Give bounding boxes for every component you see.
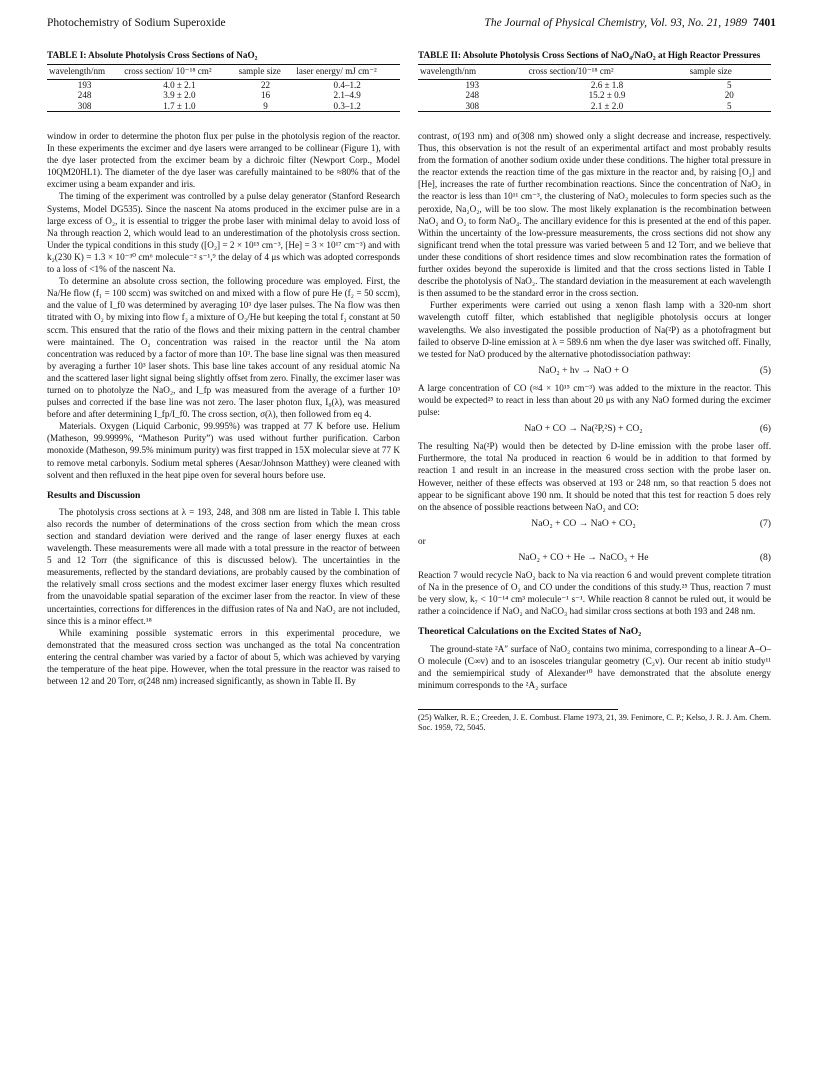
table-cell: 0.3–1.2 xyxy=(294,101,400,112)
table-cell: 15.2 ± 0.9 xyxy=(588,90,626,100)
table-cell: 5 xyxy=(727,79,732,90)
table-cell: 22 xyxy=(260,79,271,90)
equation-6 xyxy=(418,423,771,435)
equation-text: NaO + CO → Na(²P,²S) + CO₂ xyxy=(524,423,643,435)
table2-header: cross section/10⁻¹⁸ cm² xyxy=(527,65,688,80)
equation-text: NaO₂ + hν → NaO + O xyxy=(538,364,629,376)
table1-header: cross section/ 10⁻¹⁸ cm² xyxy=(122,65,236,80)
footnote-text: (25) Walker, R. E.; Creeden, J. E. Combust. Flame 1973, 21, 39. Fenimore, C. P.; Kelso, J. R. J. Am. Chem. Soc. 1959, 72, 5045. xyxy=(418,712,771,732)
table1-caption: TABLE I: Absolute Photolysis Cross Sections of NaO₂ xyxy=(47,50,258,60)
table-cell: 4.0 ± 2.1 xyxy=(163,79,196,90)
table-cell: 20 xyxy=(724,90,734,100)
section-heading: Theoretical Calculations on the Excited States of NaO₂ xyxy=(418,626,642,638)
table1 xyxy=(47,64,400,112)
paragraph: Materials. Oxygen (Liquid Carbonic, 99.995%) was trapped at 77 K before use. Helium (Matheson, 99.9999%, “Matheson Purity”) was used without further purification. Carbon monoxide (Matheson, 99.5% minimum purity) was first trapped in 15X molecular sieve at 77 K to remove metal carbonyls. Sodium metal spheres (Aesar/Johnson Matthey) were cleaned with solvent and then refluxed in the heat pipe oven for several hours before use. xyxy=(47,421,400,480)
table-cell: 2.6 ± 1.8 xyxy=(590,79,624,90)
table-cell: 1.7 ± 1.0 xyxy=(122,101,236,112)
table-cell: 0.4–1.2 xyxy=(333,79,361,90)
journal-citation: The Journal of Physical Chemistry, Vol. 93, No. 21, 1989 xyxy=(484,17,747,29)
table2 xyxy=(418,64,771,112)
table-row xyxy=(418,90,771,101)
running-header xyxy=(47,17,776,33)
table1-header: sample size xyxy=(237,65,295,80)
table-cell: 2.1 ± 2.0 xyxy=(527,101,688,112)
footnote xyxy=(418,709,771,733)
paragraph: contrast, σ(193 nm) and σ(308 nm) showed only a slight decrease and increase, respectively. Thus, this observation is not the result of an experimental artifact and most probably results from the formation of another sodium oxide under these conditions. The higher total pressure in the reactor extends the reaction time of the gas mixture in the reactor and, by raising [O₂] and [He], increases the rate of further recombination reactions. Since the concentration of NaO₂ in the reactor is less than 10¹¹ cm⁻³, the clustering of NaO₂ molecules to form species such as the peroxide, Na₂O₂, will be too slow. The most likely explanation is the recombination between NaO₂ and O₂ to form NaO₄. The ancillary evidence for this is presented at the end of this paper. Within the uncertainty of the low-pressure measurements, the cross sections did not show any significant trend when the total pressure was varied between 5 and 12 Torr, and we believe that under these conditions of short residence times and slow recombination rates the formation of further oxides beyond the superoxide is limited and that the cross sections listed in Table I describe the photolysis of NaO₂. The standard deviation in the measurement at each wavelength is then assumed to be the standard error in the cross section. xyxy=(418,131,771,299)
paragraph: A large concentration of CO (≈4 × 10¹⁵ cm⁻³) was added to the mixture in the reactor. This would be expected²⁵ to react in less than about 20 μs with any NaO formed during the excimer pulse: xyxy=(418,382,771,418)
table-cell: 308 xyxy=(418,101,527,112)
right-column xyxy=(418,50,771,733)
table-cell: 16 xyxy=(260,90,271,100)
paragraph: window in order to determine the photon flux per pulse in the photolysis region of the reactor. In these experiments the excimer and dye lasers were arranged to be collinear (Figure 1), with the dye laser protected from the excimer beam by a dichroic filter (Newport Corp., Model 10QM20HL1). The diameter of the dye laser was carefully maintained to be ≈80% that of the excimer using a beam expander and iris. xyxy=(47,131,400,190)
table-row xyxy=(47,79,400,90)
table2-caption: TABLE II: Absolute Photolysis Cross Sections of NaO₄/NaO₂ at High Reactor Pressures xyxy=(418,50,761,60)
equation-text: NaO₂ + CO + He → NaCO₃ + He xyxy=(518,552,649,563)
equation-number: (6) xyxy=(759,423,771,435)
table-row xyxy=(47,101,400,112)
paragraph: The photolysis cross sections at λ = 193, 248, and 308 nm are listed in Table I. This table also records the number of determinations of the cross section from which the mean cross section and standard deviation were derived and the range of laser energy fluxes at each wavelength. These measurements were all made with a total pressure in the reactor of between 5 and 12 Torr (the significance of this is discussed below). The uncertainties in the measurements, reflected by the standard deviations, are probably caused by the combination of the relatively small cross sections and the modest excimer laser energy fluxes which resulted from the unavoidable spatial separation of the excimer laser from the reactor. In view of these uncertainties, corrections for differences in the diffusion rates of Na and NaO₂ are not included, since this is a minor effect.¹⁸ xyxy=(47,506,400,626)
table-row xyxy=(47,90,400,101)
table1-header: wavelength/nm xyxy=(47,65,122,80)
paragraph: The resulting Na(²P) would then be detected by D-line emission with the probe laser off. Furthermore, the total Na produced in reaction 6 would be in addition to that formed by reaction 1 and result in an increase in the measured cross section with the probe laser on. However, neither of these effects was observed at 193 or 248 nm, so that reaction 5 does not appear to be significant above 190 nm. It should be noted that this test for reaction 5 does rely on the absence of possible reactions between NaO₂ and CO: xyxy=(418,441,771,512)
paragraph: While examining possible systematic errors in this experimental procedure, we demonstrated that the measured cross section was unchanged as the total Na concentration entering the central chamber was varied by a factor of about 5, which was achieved by varying the temperature of the heat pipe. However, when the total pressure in the reactor was raised to between 12 and 20 Torr, σ(248 nm) increased significantly, as shown in Table II. By xyxy=(47,627,400,687)
table-cell: 193 xyxy=(77,79,92,90)
table-cell: 9 xyxy=(237,101,295,112)
table-cell: 248 xyxy=(465,90,480,100)
table-cell: 5 xyxy=(688,101,771,112)
header-title: Photochemistry of Sodium Superoxide xyxy=(47,17,226,29)
paragraph: Further experiments were carried out using a xenon flash lamp with a 320-nm short wavelength cutoff filter, which established that negligible photolysis occurs at longer wavelengths. We also investigated the possible production of Na(²P) as a photofragment but failed to observe D-line emission at λ = 589.6 nm when the dye laser was switched off. Finally, we tested for NaO produced by the alternative photodissociation pathway: xyxy=(418,300,771,359)
table-row xyxy=(418,101,771,112)
table-cell: 193 xyxy=(465,79,480,90)
equation-number: (5) xyxy=(759,364,771,376)
table-cell: 3.9 ± 2.0 xyxy=(163,90,196,100)
paragraph: The timing of the experiment was controlled by a pulse delay generator (Stanford Research Systems, Model DG535). Since the nascent Na atoms produced in the excimer pulse are in a large excess of O₂, it is essential to trigger the probe laser with minimal delay to avoid loss of Na through reaction 2, which would lead to an underestimation of the photolysis cross section. Under the typical conditions in this study ([O₂] = 2 × 10¹⁵ cm⁻³, [He] = 3 × 10¹⁷ cm⁻³) and with k₂(230 K) = 1.3 × 10⁻³⁰ cm⁶ molecule⁻² s⁻¹,⁹ the delay of 4 μs which was adopted corresponds to a loss of <1% of the nascent Na. xyxy=(47,191,400,275)
paragraph: Reaction 7 would recycle NaO₂ back to Na via reaction 6 and would prevent complete titration of Na in the presence of O₂ and CO under the conditions of this study.²⁵ Thus, reaction 7 must be very slow, k₇ < 10⁻¹⁴ cm³ molecule⁻¹ s⁻¹. While reaction 8 cannot be ruled out, it would be rather a coincidence if NaO₂ and NaCO₃ had similar cross sections at both 193 and 248 nm. xyxy=(418,570,771,617)
table2-header: sample size xyxy=(688,65,771,80)
table1-header: laser energy/ mJ cm⁻² xyxy=(294,65,400,80)
table-cell: 2.1–4.9 xyxy=(333,90,361,100)
page-number: 7401 xyxy=(753,17,776,29)
table2-header: wavelength/nm xyxy=(418,65,527,80)
equation-8 xyxy=(418,552,771,564)
paragraph: The ground-state ²A″ surface of NaO₂ contains two minima, corresponding to a linear A–O–O molecule (C∞v) and to an isosceles triangular geometry (C₂v). Our recent ab initio study¹¹ and the semiempirical study of Alexander¹⁰ have demonstrated that the absolute energy minimum corresponds to the ²A₂ surface xyxy=(418,643,771,690)
table-cell: 308 xyxy=(47,101,122,112)
or-text: or xyxy=(418,535,426,546)
left-column xyxy=(47,50,400,687)
table-cell: 248 xyxy=(77,90,92,100)
equation-text: NaO₂ + CO → NaO + CO₂ xyxy=(531,517,636,529)
equation-7 xyxy=(418,518,771,530)
equation-number: (7) xyxy=(759,517,771,529)
table-row xyxy=(418,79,771,90)
equation-5 xyxy=(418,365,771,377)
paragraph: To determine an absolute cross section, the following procedure was employed. First, the Na/He flow (f₁ = 100 sccm) was switched on and mixed with a flow of pure He (f₂ = 50 sccm), and the value of I_f0 was determined by averaging 10³ dye laser pulses. The Na flow was then titrated with O₂ by mixing into flow f₂ a mixture of O₂/He but keeping the total f₂ constant at 50 sccm. This ensured that the ratio of the flows and their mixing pattern in the central chamber were maintained. The O₂ concentration was raised in the reactor until the Na atom concentration was reduced by a factor of more than 10³. The base line signal was then measured by averaging a further 10³ laser shots. This base line takes account of any residual atomic Na and the scattered laser light signal being slightly offset from zero. Finally, the excimer laser was turned on to photolyze the NaO₂, and I_fp was measured from the average of a further 10³ pulses and corrected if the base line was not zero. The laser photon flux, I₀(λ), was measured before and after determining I_fp/I_f0. The cross section, σ(λ), then followed from eq 4. xyxy=(47,276,400,420)
section-heading: Results and Discussion xyxy=(47,489,141,501)
header-journal xyxy=(484,17,776,29)
equation-number: (8) xyxy=(759,552,771,563)
